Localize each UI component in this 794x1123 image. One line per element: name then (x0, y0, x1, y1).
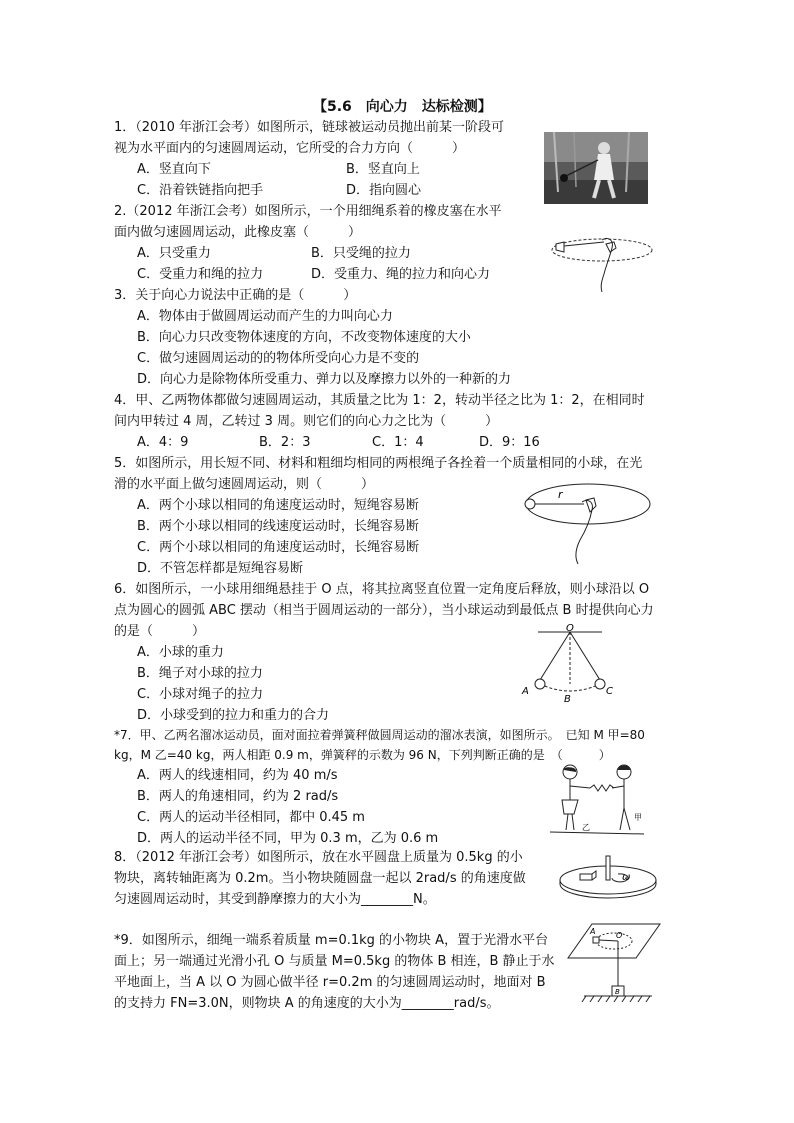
rubber-stopper-figure (544, 222, 656, 294)
q5-option-c: C．两个小球以相同的角速度运动时，长绳容易断 (137, 540, 420, 555)
q7-option-d: D．两人的运动半径不同，甲为 0.3 m，乙为 0.6 m (137, 831, 439, 846)
hammer-throw-photo (544, 132, 648, 204)
page-title: 【5.6 向心力 达标检测】 (313, 99, 492, 115)
ice-skaters-figure (546, 762, 648, 838)
q3-option-c: C．做匀速圆周运动的的物体所受向心力是不变的 (137, 351, 420, 366)
q6-option-d: D．小球受到的拉力和重力的合力 (137, 708, 330, 723)
q9-stem-line2: 面上；另一端通过光滑小孔 O 与质量 M=0.5kg 的物体 B 相连，B 静止于水 (114, 954, 555, 969)
q4-stem-line2: 间内甲转过 4 周，乙转过 3 周。则它们的向心力之比为（ ） (114, 414, 499, 429)
q1-option-b: B．竖直向上 (346, 162, 420, 177)
q7-option-b: B．两人的角速相同，约为 2 rad/s (137, 789, 339, 804)
q9-stem-line4: 的支持力 FN=3.0N，则物块 A 的角速度的大小为________rad/s。 (114, 996, 500, 1011)
q2-stem-line2: 面内做匀速圆周运动，此橡皮塞（ ） (114, 225, 362, 240)
q6-option-c: C．小球对绳子的拉力 (137, 687, 264, 702)
q2-option-d: D．受重力、绳的拉力和向心力 (311, 267, 491, 282)
hole-o-label: O (616, 931, 623, 940)
q7-option-c: C．两人的运动半径相同，都中 0.45 m (137, 810, 365, 825)
q3-stem: 3．关于向心力说法中正确的是（ ） (114, 288, 357, 303)
q2-stem-line1: 2.（2012 年浙江会考）如图所示，一个用细绳系着的橡皮塞在水平 (114, 204, 502, 219)
q6-option-a: A．小球的重力 (137, 645, 224, 660)
q6-stem-line2: 点为圆心的圆弧 ABC 摆动（相当于圆周运动的一部分），当小球运动到最低点 B 时提供向心力 (114, 603, 654, 618)
q7-stem-line2: kg，M 乙=40 kg，两人相距 0.9 m，弹簧秤的示数为 96 N，下列判断正确的是 （ ） (114, 748, 611, 762)
two-ropes-figure (516, 478, 656, 568)
q5-stem-line1: 5．如图所示，用长短不同、材料和粗细均相同的两根绳子各拴着一个质量相同的小球，在光 (114, 456, 643, 471)
point-o-label: O (566, 624, 574, 634)
point-b-label: B (564, 694, 571, 704)
rotating-disk-figure (556, 850, 660, 906)
q5-option-b: B．两个小球以相同的线速度运动时，长绳容易断 (137, 519, 419, 534)
skater-yi-label: 乙 (582, 823, 590, 832)
q8-stem-line2: 物块，离转轴距离为 0.2m。当小物块随圆盘一起以 2rad/s 的角速度做 (114, 871, 526, 886)
q8-stem-line1: 8．（2012 年浙江会考）如图所示，放在水平圆盘上质量为 0.5kg 的小 (114, 850, 523, 865)
q5-option-a: A．两个小球以相同的角速度运动时，短绳容易断 (137, 498, 419, 513)
q4-option-c: C．1：4 (372, 435, 424, 450)
skater-jia-label: 甲 (634, 813, 642, 822)
q6-option-b: B．绳子对小球的拉力 (137, 666, 263, 681)
q2-option-b: B．只受绳的拉力 (311, 246, 411, 261)
q7-option-a: A．两人的线速相同，约为 40 m/s (137, 768, 338, 783)
q9-stem-line3: 平地面上，当 A 以 O 为圆心做半径 r=0.2m 的匀速圆周运动时，地面对 B (114, 975, 546, 990)
q2-option-c: C．受重力和绳的拉力 (137, 267, 264, 282)
q7-stem-line1: *7．甲、乙两名溜冰运动员，面对面拉着弹簧秤做圆周运动的溜冰表演，如图所示。 已知 M 甲=80 (114, 728, 645, 742)
table-hole-figure (566, 920, 662, 1006)
q9-stem-line1: *9．如图所示，细绳一端系着质量 m=0.1kg 的小物块 A，置于光滑水平台 (114, 933, 549, 948)
q1-stem-line1: 1．（2010 年浙江会考）如图所示，链球被运动员抛出前某一阶段可 (114, 120, 504, 135)
q1-option-c: C．沿着铁链指向把手 (137, 183, 264, 198)
q3-option-b: B．向心力只改变物体速度的方向，不改变物体速度的大小 (137, 330, 471, 345)
q4-stem-line1: 4．甲、乙两物体都做匀速圆周运动，其质量之比为 1：2，转动半径之比为 1：2，在相同时 (114, 393, 645, 408)
pendulum-figure (512, 624, 618, 704)
block-a-label: A (590, 927, 596, 936)
radius-label: r (558, 488, 563, 501)
q5-stem-line2: 滑的水平面上做匀速圆周运动，则（ ） (114, 477, 375, 492)
q1-option-d: D．指向圆心 (346, 183, 422, 198)
point-c-label: C (606, 686, 613, 697)
block-b-label: B (615, 988, 620, 996)
q3-option-a: A．物体由于做圆周运动而产生的力叫向心力 (137, 309, 393, 324)
q3-option-d: D．向心力是除物体所受重力、弹力以及摩擦力以外的一种新的力 (137, 372, 512, 387)
q1-option-a: A．竖直向下 (137, 162, 211, 177)
q8-stem-line3: 匀速圆周运动时，其受到静摩擦力的大小为________N。 (114, 892, 436, 907)
q1-stem-line2: 视为水平面内的匀速圆周运动，它所受的合力方向（ ） (114, 141, 466, 156)
q2-option-a: A．只受重力 (137, 246, 211, 261)
q4-option-d: D．9：16 (479, 435, 540, 450)
q4-option-a: A．4：9 (137, 435, 189, 450)
q6-stem-line1: 6．如图所示，一小球用细绳悬挂于 O 点，将其拉离竖直位置一定角度后释放，则小球沿以 O (114, 582, 650, 597)
omega-label: ω (622, 872, 631, 883)
q4-option-b: B．2：3 (259, 435, 311, 450)
point-a-label: A (522, 686, 529, 697)
q5-option-d: D．不管怎样都是短绳容易断 (137, 561, 304, 576)
q6-stem-line3: 的是（ ） (114, 624, 206, 639)
